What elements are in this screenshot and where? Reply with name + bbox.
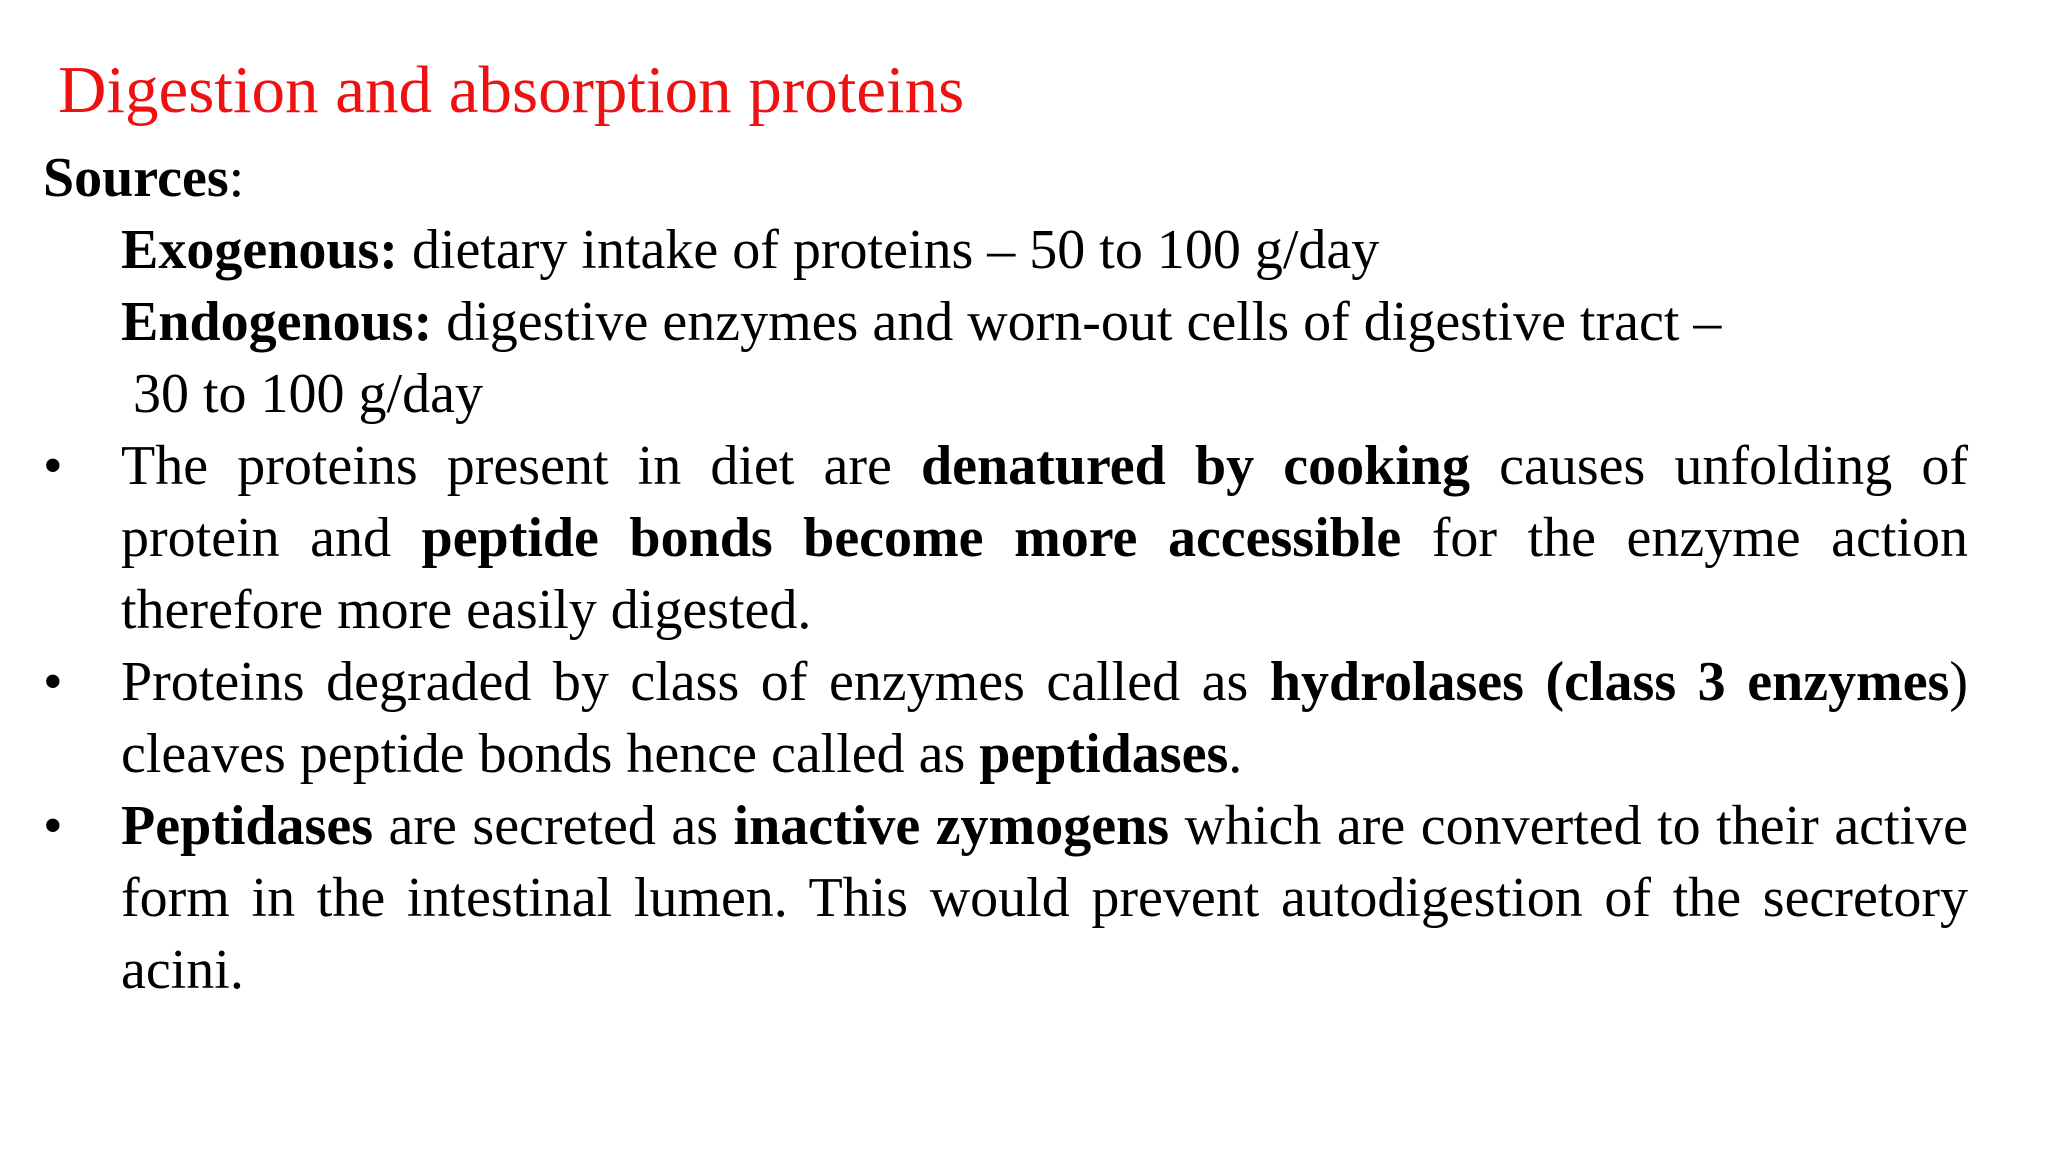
sources-colon: : — [228, 147, 245, 209]
bullet-bold-text: hydrolases (class 3 enzymes — [1269, 651, 1950, 713]
slide-body — [43, 142, 1968, 1006]
bullet-dot-icon: • — [43, 651, 63, 713]
bullet-bold-text: peptidases — [979, 723, 1229, 785]
bullet-text: Proteins degraded by class of enzymes called as — [121, 651, 1270, 713]
bullet-text: are secreted as — [373, 795, 734, 857]
bullet-item-denaturation — [43, 430, 1968, 646]
bullet-bold-text: Peptidases — [121, 795, 373, 857]
bullet-dot-icon: • — [43, 795, 63, 857]
bullet-text: causes unfolding of protein and — [121, 435, 1968, 569]
endogenous-text: digestive enzymes and worn-out cells of digestive tract – — [432, 291, 1722, 353]
bullet-text: which are converted to their active form in the intestinal lumen. This would prevent autodigestion of the secretory acini. — [121, 795, 1969, 1001]
bullet-text: for the enzyme action therefore more easily digested. — [121, 507, 1968, 641]
exogenous-line — [43, 214, 1968, 286]
exogenous-label: Exogenous: — [121, 219, 398, 281]
endogenous-label: Endogenous: — [121, 291, 433, 353]
endogenous-continuation: 30 to 100 g/day — [133, 363, 483, 425]
bullet-bold-text: inactive zymogens — [733, 795, 1169, 857]
bullet-item-zymogens — [43, 790, 1968, 1006]
sources-heading: Sources — [43, 147, 229, 209]
bullet-bold-text: peptide bonds become more accessible — [421, 507, 1402, 569]
bullet-item-hydrolases — [43, 646, 1968, 790]
slide-title: Digestion and absorption proteins — [58, 53, 965, 127]
endogenous-line — [43, 286, 1968, 358]
sources-heading-line — [43, 142, 1968, 214]
bullet-bold-text: denatured by cooking — [921, 435, 1470, 497]
bullet-text: The proteins present in diet are — [121, 435, 922, 497]
bullet-text: . — [1228, 723, 1243, 785]
bullet-dot-icon: • — [43, 435, 63, 497]
bullet-text: ) cleaves peptide bonds hence called as — [121, 651, 1969, 785]
exogenous-text: dietary intake of proteins – 50 to 100 g/day — [397, 219, 1380, 281]
